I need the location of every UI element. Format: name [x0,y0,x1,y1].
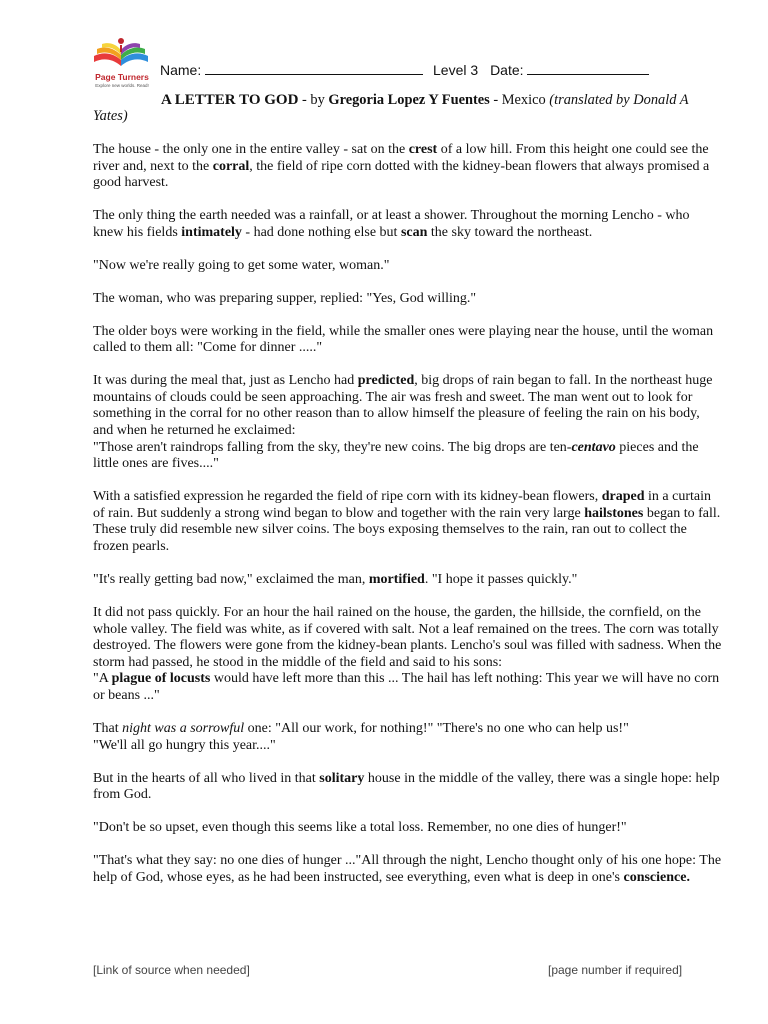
worksheet-header [160,60,649,78]
emphasized-text: intimately [181,224,242,240]
story-paragraph [93,853,723,886]
story-paragraph [93,258,723,275]
paragraph-text: With a satisfied expression he regarded the field of ripe corn with its kidney-bean flowers, [93,489,602,505]
story-title: A LETTER TO GOD [161,92,299,108]
paragraph-text: began to fall. These truly did resemble new silver coins. The boys exposing themselves to the rain, ran out to collect the frozen pearls. [93,505,721,555]
level-label: Level 3 [433,62,479,78]
story-paragraph [93,324,723,357]
paragraph-text: "Those aren't raindrops falling from the sky, they're new coins. The big drops are ten- [93,439,572,455]
source-link-note: [Link of source when needed] [93,963,250,977]
emphasized-text: draped [601,489,645,505]
emphasized-text: night was a sorrowful [122,720,245,736]
story-country: - Mexico [489,92,550,108]
paragraph-text: the sky toward the northeast. [427,224,593,240]
paragraph-text: "We'll all go hungry this year...." [93,737,276,753]
paragraph-text: , the field of ripe corn dotted with the kidney-bean flowers that always promised a good harvest. [93,158,710,191]
paragraph-text: would have left more than this ... The hail has left nothing: This year we will have no corn or beans ..." [93,671,720,703]
emphasized-text: corral [212,158,250,174]
page-number-note: [page number if required] [548,963,683,977]
emphasized-text: mortified [368,572,425,588]
paragraph-text: The only thing the earth needed was a rainfall, or at least a shower. Throughout the morning Lencho - who knew his fields [93,208,690,240]
paragraph-text: The older boys were working in the field, while the smaller ones were playing near the house, until the woman called to them all: "Come for dinner ....." [93,323,714,356]
paragraph-text: - had done nothing else but [241,224,401,240]
paragraph-text: "That's what they say: no one dies of hunger ..."All through the night, Lencho thought only of his one hope: The help of God, whose eyes, as he had been instructed, see everything, even what is deep in one's [93,853,722,885]
story-paragraph [93,605,723,705]
paragraph-text: The woman, who was preparing supper, replied: "Yes, God willing." [93,290,477,306]
paragraph-text: pieces and the little ones are fives...." [93,439,699,472]
story-paragraph [93,142,723,192]
date-label: Date: [490,62,524,78]
story-body [93,142,723,903]
paragraph-text: The house - the only one in the entire valley - sat on the [93,142,409,157]
paragraph-text: in a curtain of rain. But suddenly a strong wind began to blow and together with the rain very large [93,489,711,521]
title-by: - by [298,92,329,108]
name-field[interactable] [205,60,423,75]
story-title-block [93,92,703,124]
emphasized-text: scan [400,224,428,240]
paragraph-text: It was during the meal that, just as Lencho had [93,373,358,389]
story-author: Gregoria Lopez Y Fuentes [328,92,490,108]
emphasized-text: predicted [357,373,415,389]
story-paragraph [93,208,723,241]
story-paragraph [93,771,723,804]
emphasized-text: plague of locusts [111,671,211,687]
logo-name: Page Turners [95,72,149,82]
paragraph-text: "Now we're really going to get some water, woman." [93,257,390,273]
story-translator: (translated by Donald A Yates) [93,92,689,124]
emphasized-text: centavo [571,439,616,455]
logo-tagline: Explore new worlds. Read! [95,83,149,88]
paragraph-text: house in the middle of the valley, there was a single hope: help from God. [93,770,720,803]
paragraph-text: It did not pass quickly. For an hour the hail rained on the house, the garden, the hillside, the cornfield, on the whole valley. The field was white, as if covered with salt. Not a leaf remained on the trees. The corn was totally destroyed. The flowers were gone from the kidney-bean plants. Lencho's soul was filled with sadness. When the storm had passed, he stood in the middle of the field and said to his sons: [93,605,722,670]
paragraph-text: one: "All our work, for nothing!" "There's no one who can help us!" [244,720,629,736]
story-paragraph [93,489,723,555]
emphasized-text: hailstones [584,505,644,521]
story-paragraph [93,572,723,589]
paragraph-text: "A [93,671,112,687]
open-book-icon [90,36,152,76]
emphasized-text: conscience. [623,869,690,885]
paragraph-text: "It's really getting bad now," exclaimed the man, [93,572,369,588]
name-label: Name: [160,62,202,78]
page-turners-logo [90,36,152,92]
paragraph-text: But in the hearts of all who lived in that [93,770,320,786]
paragraph-text: "Don't be so upset, even though this seems like a total loss. Remember, no one dies of hunger!" [93,820,627,836]
paragraph-text: That [93,720,123,736]
paragraph-text: . "I hope it passes quickly." [424,572,578,588]
date-field[interactable] [527,60,649,75]
story-paragraph [93,721,723,754]
story-paragraph [93,820,723,837]
story-paragraph [93,291,723,308]
emphasized-text: crest [408,142,438,157]
story-paragraph [93,373,723,473]
paragraph-text: , big drops of rain began to fall. In the northeast huge mountains of clouds could be seen approaching. The air was fresh and sweet. The man went out to look for something in the corral for no other reason than to allow himself the pleasure of feeling the rain on his body, and when he returned he exclaimed: [93,373,713,439]
paragraph-text: of a low hill. From this height one could see the river and, next to the [93,142,709,174]
emphasized-text: solitary [319,770,365,786]
